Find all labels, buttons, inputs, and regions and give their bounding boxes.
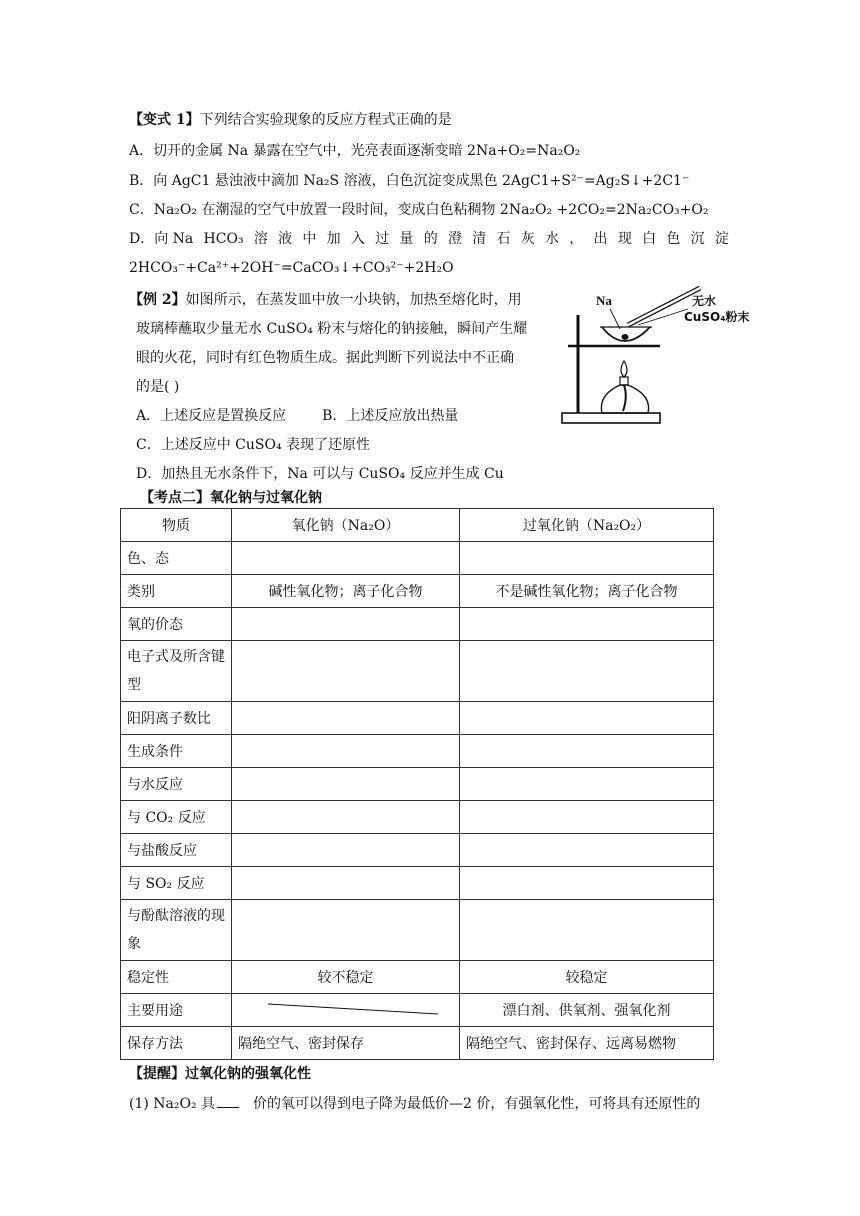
row-label: 氧的价态 [121,608,232,641]
example2-text: 如图所示，在蒸发皿中放一小块钠，加热至熔化时，用 [185,292,522,308]
reminder-text-b: 价的氧可以得到电子降为最低价—2 价，有强氧化性，可将具有还原性的 [253,1096,701,1112]
cell-na2o2 [460,641,714,702]
variant1-option-b: B．向 AgC1 悬浊液中滴加 Na₂S 溶液，白色沉淀变成黑色 2AgC1+S²⁻=Ag₂S↓+2C1⁻ [129,173,690,189]
example2-option-c: C．上述反应中 CuSO₄ 表现了还原性 [136,437,371,453]
table-row [121,575,714,608]
option-d-token: 水 [545,231,560,247]
table-row [121,867,714,900]
blank-underline [217,1093,239,1108]
leader-line-na [610,309,620,329]
cell-na2o [232,542,460,575]
cell-na2o: 碱性氧化物；离子化合物 [232,575,460,608]
row-label: 与 SO₂ 反应 [121,867,232,900]
option-d-token: 量 [399,231,414,247]
header-na2o: 氧化钠（Na₂O） [232,509,460,542]
flame [621,361,627,377]
example2-line-1 [129,290,522,310]
example2-line-4: 的是( ) [136,379,180,395]
lamp-neck [620,377,628,385]
option-d-token: HCO₃ [203,231,244,247]
cell-na2o2 [460,834,714,867]
cell-na2o2 [460,608,714,641]
option-d-token: 沉 [690,231,705,247]
option-d-token: 过 [375,231,390,247]
cell-na2o2 [460,900,714,961]
example2-line-2: 玻璃棒蘸取少量无水 CuSO₄ 粉末与熔化的钠接触，瞬间产生耀 [136,321,528,337]
option-d-token: 溶 [253,231,268,247]
row-label: 与酚酞溶液的现象 [121,900,232,961]
cell-na2o [232,641,460,702]
table-row [121,768,714,801]
example2-options-ab [136,406,458,426]
reminder-text-a: (1) Na₂O₂ 具 [129,1096,216,1112]
example2-heading: 【例 2】 [129,292,186,308]
table-row [121,735,714,768]
table-row [121,702,714,735]
cell-na2o [232,735,460,768]
variant1-question-line [129,110,452,130]
cell-na2o [232,702,460,735]
row-label: 阳阴离子数比 [121,702,232,735]
option-d-token: 色 [666,231,681,247]
option-d-token: 澄 [447,231,462,247]
table-header-row [121,509,714,542]
example2-line-3: 眼的火花，同时有红色物质生成。据此判断下列说法中不正确 [136,350,514,366]
reminder-title: 【提醒】过氧化钠的强氧化性 [129,1066,311,1082]
variant1-option-d [129,229,729,249]
cell-na2o [232,867,460,900]
option-d-token: D．向 Na [129,231,194,247]
comparison-table [120,508,714,1060]
option-d-token: 石 [496,231,511,247]
cell-na2o2 [460,801,714,834]
reminder-line-1 [129,1093,700,1114]
cell-na2o [232,834,460,867]
table-row [121,834,714,867]
variant1-heading: 【变式 1】 [129,112,200,128]
cell-na2o2: 隔绝空气、密封保存、远离易燃物 [460,1027,714,1060]
option-d-token: 白 [642,231,657,247]
apparatus-diagram [560,285,760,435]
option-d-token: 的 [423,231,438,247]
row-label: 稳定性 [121,961,232,994]
option-d-token: 液 [278,231,293,247]
strike-line [246,998,446,1022]
cell-na2o2 [460,768,714,801]
option-d-token: 中 [302,231,317,247]
cell-na2o [232,768,460,801]
header-substance: 物质 [121,509,232,542]
variant1-option-d-equation: 2HCO₃⁻+Ca²⁺+2OH⁻=CaCO₃↓+CO₃²⁻+2H₂O [129,260,454,276]
cell-na2o [232,801,460,834]
row-label: 电子式及所含键型 [121,641,232,702]
label-cuso4: CuSO₄粉末 [684,310,750,324]
cell-na2o2: 漂白剂、供氧剂、强氧化剂 [460,994,714,1027]
cell-na2o: 较不稳定 [232,961,460,994]
example2-option-b: B．上述反应放出热量 [322,408,459,424]
table-row [121,1027,714,1060]
option-d-token: 加 [326,231,341,247]
row-label: 与盐酸反应 [121,834,232,867]
cell-na2o2: 不是碱性氧化物；离子化合物 [460,575,714,608]
option-d-token: 灰 [520,231,535,247]
option-d-token: 出 [593,231,608,247]
section2-title: 【考点二】氧化钠与过氧化钠 [140,490,322,506]
table-row [121,542,714,575]
table-row [121,900,714,961]
table-row [121,994,714,1027]
table-row [121,608,714,641]
sodium-piece [622,334,629,340]
row-label: 与水反应 [121,768,232,801]
apparatus-figure [560,285,760,435]
cell-na2o2 [460,542,714,575]
row-label: 与 CO₂ 反应 [121,801,232,834]
cell-na2o2 [460,702,714,735]
cell-na2o [232,608,460,641]
example2-option-d: D．加热且无水条件下，Na 可以与 CuSO₄ 反应并生成 Cu [136,466,504,482]
label-anhydrous: 无水 [692,294,717,308]
label-na: Na [596,293,612,308]
variant1-option-c: C．Na₂O₂ 在潮湿的空气中放置一段时间，变成白色粘稠物 2Na₂O₂ +2CO₂=2Na₂CO₃+O₂ [129,202,709,218]
example2-option-a: A．上述反应是置换反应 [136,408,287,424]
stand-base [562,413,660,423]
row-label: 色、态 [121,542,232,575]
cell-na2o2 [460,867,714,900]
row-label: 主要用途 [121,994,232,1027]
header-na2o2: 过氧化钠（Na₂O₂） [460,509,714,542]
option-d-token: ， [569,231,584,247]
cell-na2o-struck [232,994,460,1027]
cell-na2o2: 较稳定 [460,961,714,994]
row-label: 保存方法 [121,1027,232,1060]
table-row [121,801,714,834]
cell-na2o2 [460,735,714,768]
lamp-wick [623,385,626,411]
row-label: 生成条件 [121,735,232,768]
option-d-token: 淀 [714,231,729,247]
variant1-option-a: A．切开的金属 Na 暴露在空气中，光亮表面逐渐变暗 2Na+O₂=Na₂O₂ [129,143,581,159]
variant1-question: 下列结合实验现象的反应方程式正确的是 [199,112,452,128]
option-d-token: 入 [350,231,365,247]
table-row [121,641,714,702]
option-d-token: 清 [472,231,487,247]
option-d-token: 现 [617,231,632,247]
row-label: 类别 [121,575,232,608]
cell-na2o: 隔绝空气、密封保存 [232,1027,460,1060]
cell-na2o [232,900,460,961]
table-row [121,961,714,994]
